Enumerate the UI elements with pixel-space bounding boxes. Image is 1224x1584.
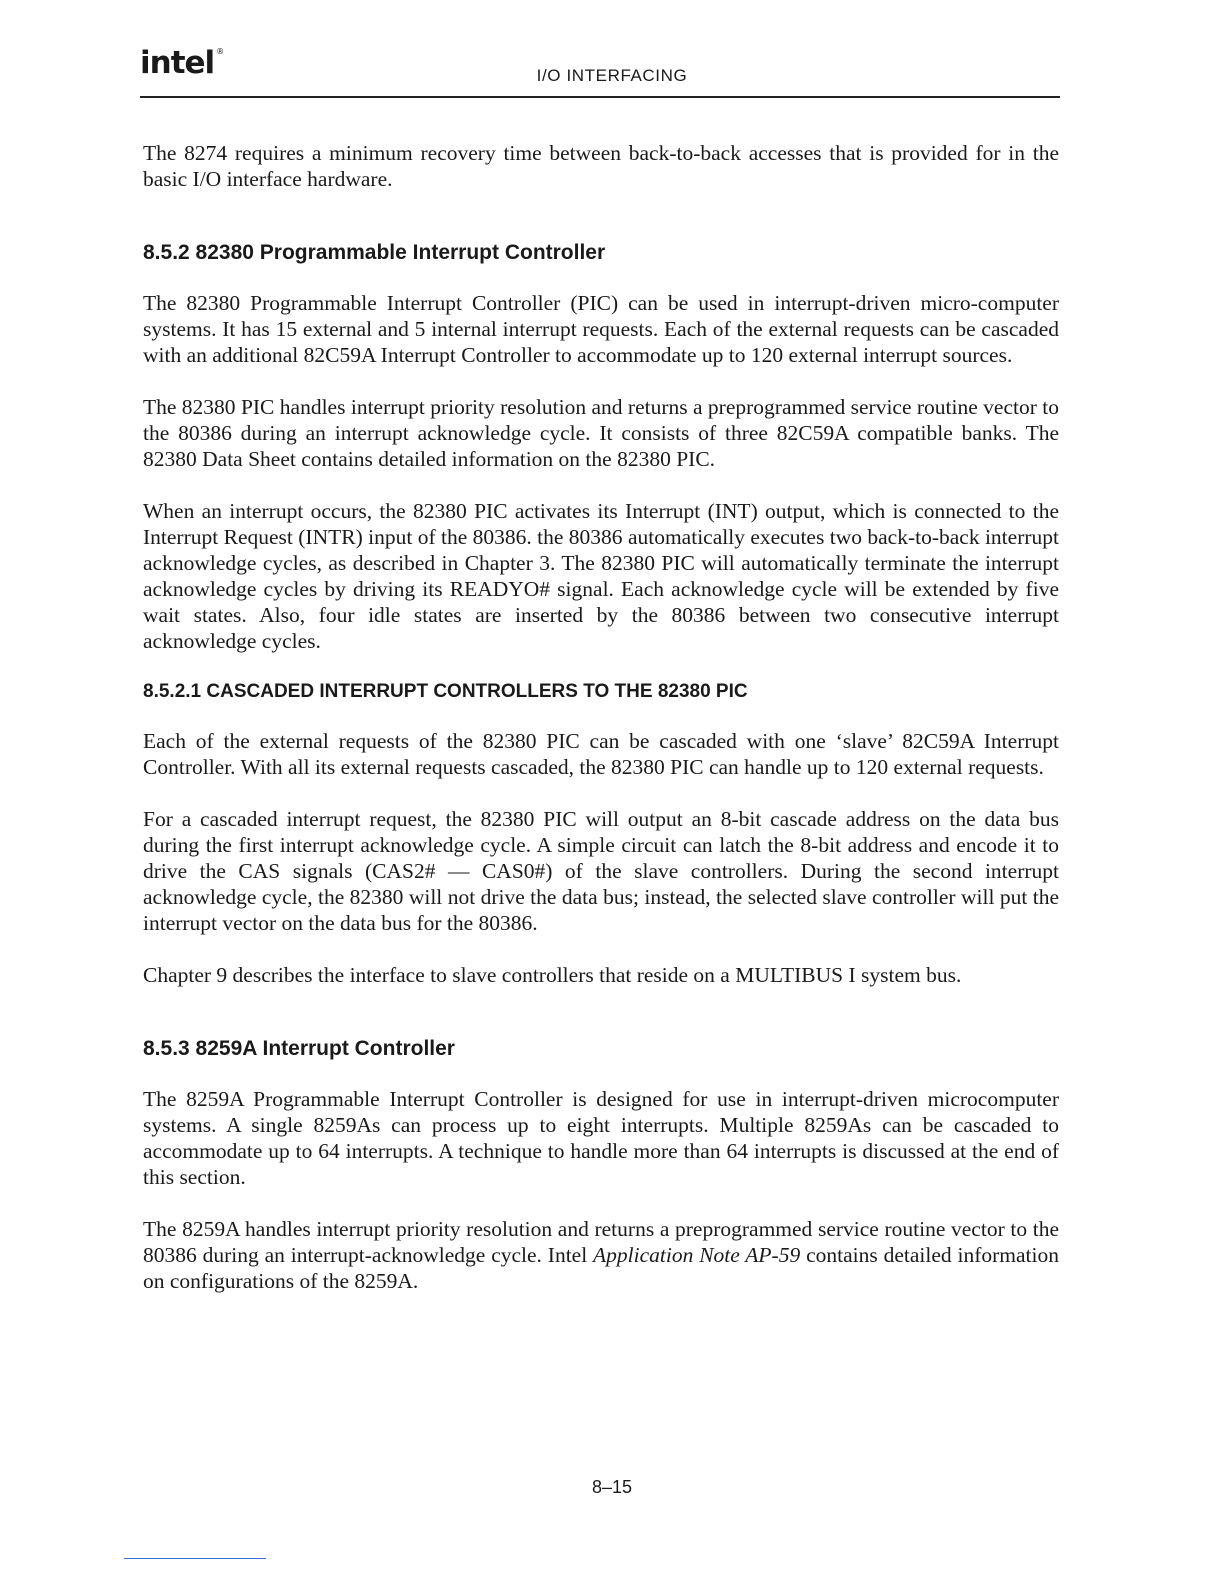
paragraph-text: contains detailed information on configurations of the 8259A.	[143, 1243, 1060, 1293]
page-number: 8–15	[591, 1477, 633, 1497]
paragraph-text: The 8259A handles interrupt priority resolution and returns a preprogrammed service routine vector to the 80386 during an interrupt-acknowledge cycle. Intel	[143, 1217, 1059, 1267]
section-8-5-3-heading: 8.5.3 8259A Interrupt Controller	[143, 1037, 455, 1060]
section-8-5-2-paragraph-3: When an interrupt occurs, the 82380 PIC activates its Interrupt (INT) output, which is connected to the Interrupt Request (INTR) input of the 80386. the 80386 automatically executes two back-to-back interrupt acknowledge cycles, as described in Chapter 3. The 82380 PIC will automatically terminate the interrupt acknowledge cycles by driving its READYO# signal. Each acknowledge cycle will be extended by five wait states. Also, four idle states are inserted by the 80386 between two consecutive interrupt acknowledge cycles.	[143, 499, 1059, 653]
section-8-5-3-paragraph-2	[143, 1216, 1059, 1294]
running-head: I/O INTERFACING	[536, 66, 688, 85]
section-8-5-2-1-paragraph-2: For a cascaded interrupt request, the 82380 PIC will output an 8-bit cascade address on the data bus during the first interrupt acknowledge cycle. A simple circuit can latch the 8-bit address and encode it to drive the CAS signals (CAS2# — CAS0#) of the slave controllers. During the second interrupt acknowledge cycle, the 82380 will not drive the data bus; instead, the selected slave controller will put the interrupt vector on the data bus for the 80386.	[143, 807, 1059, 935]
page-body	[143, 140, 1059, 1294]
section-8-5-2-1-paragraph-3: Chapter 9 describes the interface to slave controllers that reside on a MULTIBUS I system bus.	[143, 963, 962, 987]
intro-paragraph: The 8274 requires a minimum recovery time between back-to-back accesses that is provided for in the basic I/O interface hardware.	[143, 141, 1059, 191]
application-note-reference: Application Note AP-59	[593, 1243, 801, 1267]
footer-rule	[124, 1558, 266, 1559]
section-8-5-2-heading: 8.5.2 82380 Programmable Interrupt Controller	[143, 241, 606, 264]
logo-text: intel	[140, 45, 215, 81]
header-rule	[140, 96, 1060, 98]
section-8-5-2-paragraph-2: The 82380 PIC handles interrupt priority resolution and returns a preprogrammed service routine vector to the 80386 during an interrupt acknowledge cycle. It consists of three 82C59A compatible banks. The 82380 Data Sheet contains detailed information on the 82380 PIC.	[143, 395, 1059, 471]
section-8-5-2-1-heading: 8.5.2.1 CASCADED INTERRUPT CONTROLLERS TO THE 82380 PIC	[143, 681, 748, 702]
section-8-5-2-1-paragraph-1: Each of the external requests of the 82380 PIC can be cascaded with one ‘slave’ 82C59A Interrupt Controller. With all its external requests cascaded, the 82380 PIC can handle up to 120 external requests.	[143, 729, 1059, 779]
registered-mark: ®	[216, 47, 224, 56]
section-8-5-2-paragraph-1: The 82380 Programmable Interrupt Controller (PIC) can be used in interrupt-driven micro-computer systems. It has 15 external and 5 internal interrupt requests. Each of the external requests can be cascaded with an additional 82C59A Interrupt Controller to accommodate up to 120 external interrupt sources.	[143, 291, 1059, 367]
section-8-5-3-paragraph-1: The 8259A Programmable Interrupt Controller is designed for use in interrupt-driven microcomputer systems. A single 8259As can process up to eight interrupts. Multiple 8259As can be cascaded to accommodate up to 64 interrupts. A technique to handle more than 64 interrupts is discussed at the end of this section.	[143, 1087, 1059, 1189]
